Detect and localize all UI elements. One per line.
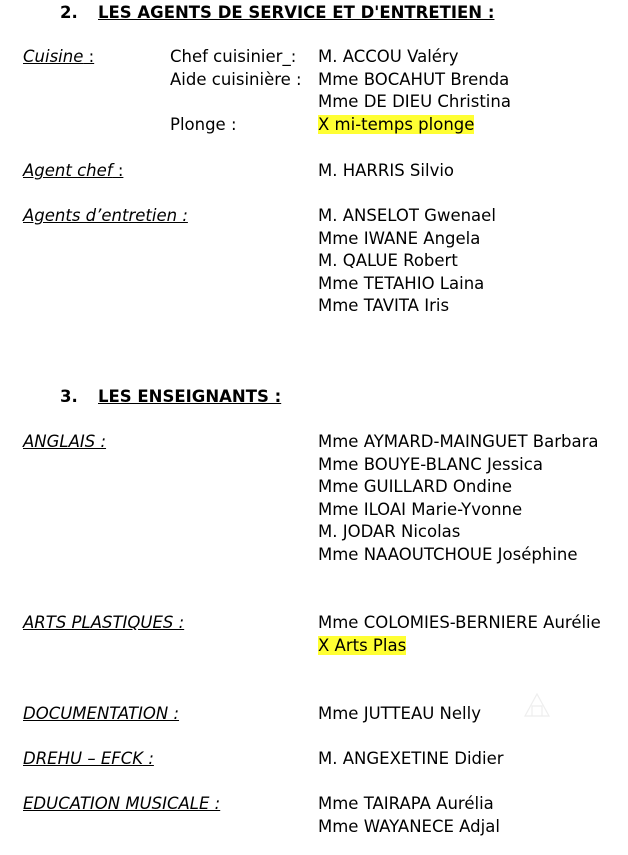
category-cuisine-suffix: : [83, 47, 95, 66]
vacant-position-highlight: X mi-temps plonge [318, 114, 475, 134]
teacher-name: Mme TAIRAPA Aurélia [318, 794, 494, 813]
staff-name: Mme IWANE Angela [318, 228, 481, 248]
staff-name: M. ANSELOT Gwenael [318, 206, 496, 225]
role-plonge: Plonge : [170, 114, 237, 134]
category-documentation: DOCUMENTATION : [23, 704, 180, 723]
staff-name: M. HARRIS Silvio [318, 161, 455, 180]
education-musicale-names [318, 793, 500, 838]
role-chef-cuisinier: Chef cuisinier_: [170, 47, 297, 66]
cuisine-names [318, 46, 511, 136]
category-anglais: ANGLAIS : [23, 432, 107, 451]
staff-name: M. ACCOU Valéry [318, 47, 459, 66]
vacant-position-highlight: X Arts Plas [318, 635, 407, 655]
staff-name: Mme TETAHIO Laina [318, 273, 485, 293]
staff-name: Mme TAVITA Iris [318, 296, 450, 316]
category-agent-chef-label: Agent chef [23, 161, 113, 180]
drehu-names [318, 748, 504, 771]
category-drehu-efck: DREHU – EFCK : [23, 749, 154, 768]
teacher-name: Mme JUTTEAU Nelly [318, 704, 481, 723]
category-agent-chef [23, 160, 123, 183]
category-agent-chef-suffix: : [112, 161, 124, 180]
category-agents-entretien: Agents d’entretien : [23, 206, 188, 225]
category-cuisine [23, 46, 94, 69]
category-education-musicale: EDUCATION MUSICALE : [23, 794, 221, 813]
section-2-number: 2. [60, 3, 78, 22]
arts-plastiques-names [318, 612, 601, 657]
teacher-name: Mme GUILLARD Ondine [318, 477, 513, 497]
role-aide-cuisiniere: Aide cuisinière : [170, 69, 302, 89]
agents-entretien-names [318, 205, 496, 318]
teacher-name: Mme BOUYE-BLANC Jessica [318, 454, 543, 474]
teacher-name: Mme COLOMIES-BERNIERE Aurélie [318, 613, 601, 632]
documentation-names [318, 703, 481, 726]
teacher-name: M. JODAR Nicolas [318, 522, 461, 542]
anglais-names [318, 431, 598, 567]
category-arts-plastiques: ARTS PLASTIQUES : [23, 613, 185, 632]
section-3-number: 3. [60, 387, 78, 406]
teacher-name: Mme AYMARD-MAINGUET Barbara [318, 432, 599, 451]
teacher-name: Mme NAAOUTCHOUE Joséphine [318, 544, 578, 564]
faint-house-icon [522, 690, 552, 718]
category-cuisine-label: Cuisine [23, 47, 84, 66]
teacher-name: Mme ILOAI Marie-Yvonne [318, 499, 523, 519]
staff-name: M. QALUE Robert [318, 251, 458, 271]
teacher-name: Mme WAYANECE Adjal [318, 816, 500, 836]
staff-name: Mme BOCAHUT Brenda [318, 69, 510, 89]
staff-name: Mme DE DIEU Christina [318, 92, 511, 112]
section-3-title: LES ENSEIGNANTS : [98, 387, 282, 406]
agent-chef-names [318, 160, 454, 183]
section-2-title: LES AGENTS DE SERVICE ET D'ENTRETIEN : [98, 3, 495, 22]
teacher-name: M. ANGEXETINE Didier [318, 749, 504, 768]
